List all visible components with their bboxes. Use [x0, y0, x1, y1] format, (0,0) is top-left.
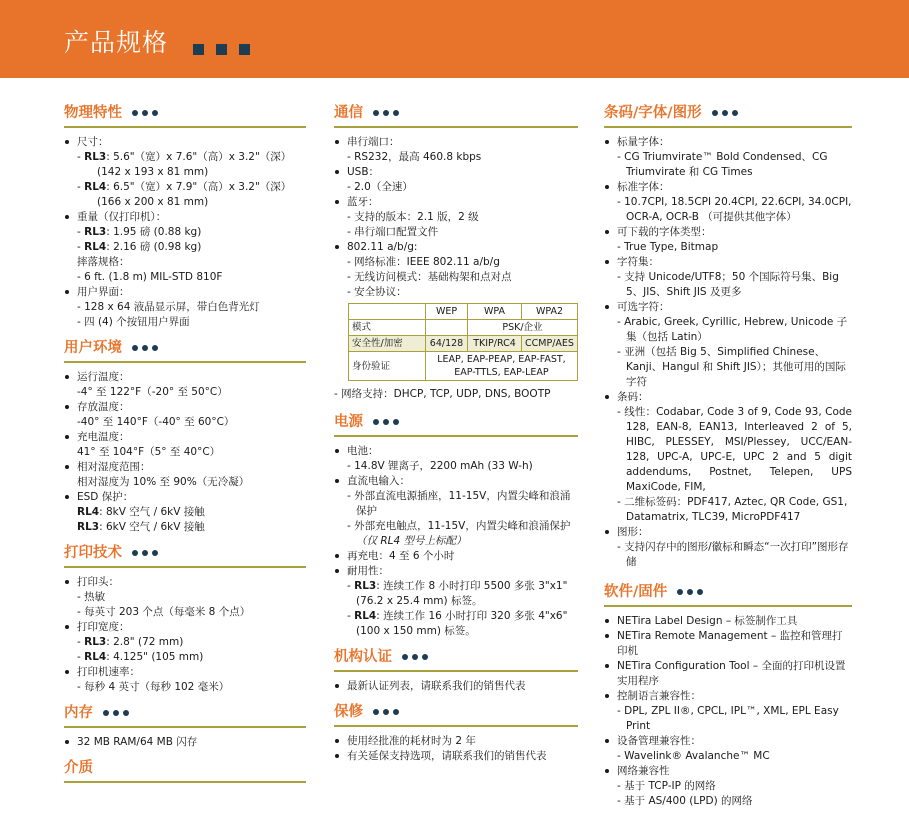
column-1 — [64, 103, 306, 791]
section-certification — [334, 647, 578, 694]
list-item: 耐用性： - RL3: 连续工作 8 小时打印 5500 多张 3"x1" (76.2 x 25.4 mm) 标签。 - RL4: 连续工作 16 小时打印 320 多张 4"x6" (100 x 150 mm) 标签。 — [334, 564, 578, 639]
section-title: 软件/固件 — [604, 582, 852, 607]
title-decoration — [193, 39, 262, 58]
list-item: 网络兼容性 - 基于 TCP-IP 的网络 - 基于 AS/400 (LPD) 的网络 — [604, 764, 852, 809]
list-item: 存放温度： -40° 至 140°F（-40° 至 60°C） — [64, 400, 306, 430]
list-item: 打印头： - 热敏 - 每英寸 203 个点（每毫米 8 个点） — [64, 575, 306, 620]
list-item: 直流电输入： - 外部直流电源插座，11-15V，内置尖峰和浪涌保护 - 外部充电触点，11-15V，内置尖峰和浪涌保护（仅 RL4 型号上标配） — [334, 474, 578, 549]
list-item: 尺寸： - RL3: 5.6"（宽）x 7.6"（高）x 3.2"（深） (142 x 193 x 81 mm) - RL4: 6.5"（宽）x 7.9"（高）x 3.2"（深） (166 x 200 x 81 mm) — [64, 135, 306, 210]
section-title: 介质 — [64, 758, 306, 783]
list-item: 充电温度： 41° 至 104°F（5° 至 40°C） — [64, 430, 306, 460]
list-item: NETira Configuration Tool – 全面的打印机设置实用程序 — [604, 659, 852, 689]
list-item: ESD 保护： RL4: 8kV 空气 / 6kV 接触 RL3: 6kV 空气 / 6kV 接触 — [64, 490, 306, 535]
list-item: NETira Remote Management – 监控和管理打印机 — [604, 629, 852, 659]
dots-icon — [677, 584, 707, 600]
list-item: 设备管理兼容性： - Wavelink® Avalanche™ MC — [604, 734, 852, 764]
section-barcode-fonts — [604, 103, 852, 570]
list-item: 32 MB RAM/64 MB 闪存 — [64, 735, 306, 750]
list-item: 用户界面： - 128 x 64 液晶显示屏，带白色背光灯 - 四 (4) 个按钮用户界面 — [64, 285, 306, 330]
list-item: 运行温度： -4° 至 122°F（-20° 至 50°C） — [64, 370, 306, 400]
list-item: 相对湿度范围： 相对湿度为 10% 至 90%（无冷凝） — [64, 460, 306, 490]
section-title: 保修 — [334, 702, 578, 727]
list-item: 标量字体： - CG Triumvirate™ Bold Condensed、CG Triumvirate 和 CG Times — [604, 135, 852, 180]
section-print-tech — [64, 543, 306, 695]
section-title: 通信 — [334, 103, 578, 128]
section-warranty — [334, 702, 578, 764]
header-banner — [0, 0, 909, 78]
column-3 — [604, 103, 852, 817]
list-item: 图形： - 支持闪存中的图形/徽标和瞬态“一次打印”图形存储 — [604, 525, 852, 570]
dots-icon — [402, 649, 432, 665]
square-icon — [216, 44, 227, 55]
list-item: 802.11 a/b/g: - 网络标准：IEEE 802.11 a/b/g - 无线访问模式：基础构架和点对点 - 安全协议： — [334, 240, 578, 300]
network-support: - 网络支持：DHCP, TCP, UDP, DNS, BOOTP — [334, 388, 551, 400]
list-item: 打印机速率： - 每秒 4 英寸（每秒 102 毫米） — [64, 665, 306, 695]
section-power — [334, 412, 578, 639]
security-table: WEP WPA WPA2 模式 PSK/企业 安全性/加密 64/128 TKIP/RC4 CCMP/AES 身份验证 LEAP, EAP-PEAP, EAP-FAST, EAP-TTLS, EAP-LEAP — [348, 303, 578, 381]
section-media — [64, 758, 306, 783]
page-title: 产品规格 — [64, 28, 169, 57]
list-item: 再充电：4 至 6 个小时 — [334, 549, 578, 564]
section-title: 内存 — [64, 703, 306, 728]
section-title: 物理特性 — [64, 103, 306, 128]
square-icon — [239, 44, 250, 55]
list-item: 最新认证列表，请联系我们的销售代表 — [334, 679, 578, 694]
dots-icon — [132, 545, 162, 561]
list-item: 串行端口： - RS232，最高 460.8 kbps — [334, 135, 578, 165]
list-item: NETira Label Design – 标签制作工具 — [604, 614, 852, 629]
list-item: 使用经批准的耗材时为 2 年 — [334, 734, 578, 749]
list-item: 可下载的字体类型： - True Type, Bitmap — [604, 225, 852, 255]
section-title: 机构认证 — [334, 647, 578, 672]
list-item: USB： - 2.0（全速） — [334, 165, 578, 195]
list-item: 电池： - 14.8V 锂离子，2200 mAh (33 W-h) — [334, 444, 578, 474]
dots-icon — [373, 704, 403, 720]
section-title: 条码/字体/图形 — [604, 103, 852, 128]
dots-icon — [373, 105, 403, 121]
dots-icon — [103, 705, 133, 721]
square-icon — [193, 44, 204, 55]
dots-icon — [373, 414, 403, 430]
list-item: 控制语言兼容性： - DPL, ZPL II®, CPCL, IPL™, XML, EPL Easy Print — [604, 689, 852, 734]
dots-icon — [132, 340, 162, 356]
list-item: 可选字符： - Arabic, Greek, Cyrillic, Hebrew, Unicode 子集（包括 Latin） - 亚洲（包括 Big 5、Simplified Chinese、Kanji、Hangul 和 Shift JIS）；其他可用的国际字符 — [604, 300, 852, 390]
section-environment — [64, 338, 306, 535]
list-item: 蓝牙： - 支持的版本：2.1 版，2 级 - 串行端口配置文件 — [334, 195, 578, 240]
section-memory — [64, 703, 306, 750]
dots-icon — [132, 105, 162, 121]
list-item: 有关延保支持选项，请联系我们的销售代表 — [334, 749, 578, 764]
section-software — [604, 582, 852, 809]
list-item: 重量（仅打印机）： - RL3: 1.95 磅 (0.88 kg) - RL4: 2.16 磅 (0.98 kg) 摔落规格： - 6 ft. (1.8 m) MIL-STD 810F — [64, 210, 306, 285]
list-item: 标准字体： - 10.7CPI, 18.5CPI 20.4CPI, 22.6CPI, 34.0CPI, OCR-A, OCR-B （可提供其他字体） — [604, 180, 852, 225]
section-communications — [334, 103, 578, 402]
section-title: 电源 — [334, 412, 578, 437]
section-physical — [64, 103, 306, 330]
section-title: 打印技术 — [64, 543, 306, 568]
section-title: 用户环境 — [64, 338, 306, 363]
list-item: 字符集： - 支持 Unicode/UTF8；50 个国际符号集、Big 5、JIS、Shift JIS 及更多 — [604, 255, 852, 300]
list-item: 打印宽度： - RL3: 2.8" (72 mm) - RL4: 4.125" (105 mm) — [64, 620, 306, 665]
list-item: 条码： - 线性：Codabar, Code 3 of 9, Code 93, Code 128, EAN-8, EAN13, Interleaved 2 of 5, HIBC, PLESSEY, MSI/Plessey, UCC/EAN-128, UPC-A, UPC-E, UPC 2 and 5 digit addendums, Postnet, Telepen, UPS MaxiCode, FIM, - 二维标签码：PDF417, Aztec, QR Code, GS1, Datamatrix, TLC39, MicroPDF417 — [604, 390, 852, 525]
dots-icon — [712, 105, 742, 121]
column-2 — [334, 103, 578, 772]
